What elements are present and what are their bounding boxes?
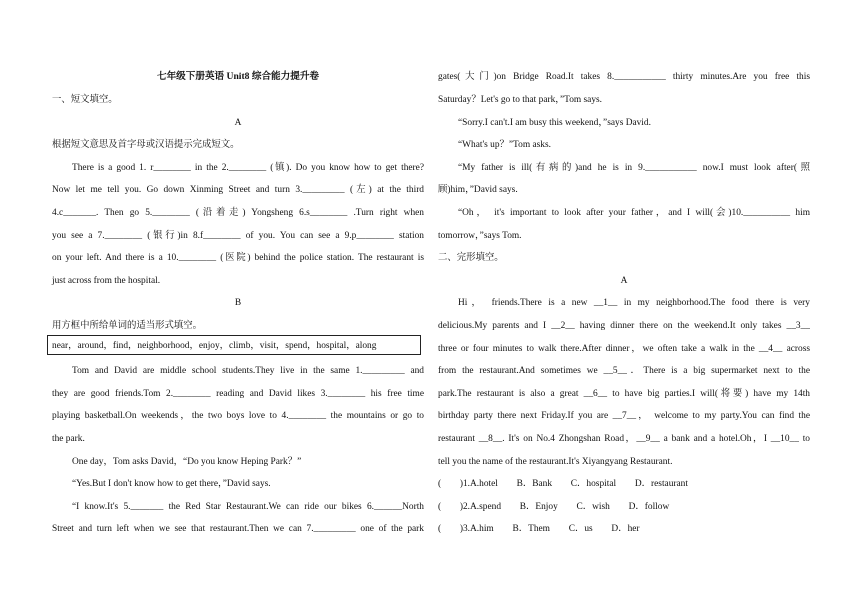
passage-line: 4.c_______. Then go 5.________ (沿着走) Yongsheng 6.s________ .Turn right when: [52, 208, 424, 218]
passage-line: One day，Tom asks David，“Do you know Heping Park？”: [72, 457, 302, 467]
passage-line: “What's up？”Tom asks.: [458, 140, 551, 150]
passage-line: three or four minutes to walk there.After dinner，we often take a walk in the __4__ across: [438, 344, 810, 354]
passage-line: tomorrow，”says Tom.: [438, 231, 522, 241]
passage-line: delicious.My parents and I __2__ having dinner there on the weekend.It only takes __3__: [438, 321, 810, 331]
passage-line: from the restaurant.And sometimes we __5__．There is a big supermarket next to the: [438, 366, 810, 376]
passage-line: just across from the hospital.: [52, 276, 161, 286]
section-heading: 二、完形填空。: [438, 253, 504, 263]
passage-line: Tom and David are middle school students.They live in the same 1._________ and: [72, 366, 424, 376]
passage-line: they are good friends.Tom 2.________ reading and David likes 3.________ his free time: [52, 389, 424, 399]
passage-line: “Yes.But I don't know how to get there，”David says.: [72, 479, 271, 489]
part-label: A: [620, 276, 628, 286]
word-box: [47, 335, 421, 355]
part-label: A: [234, 118, 242, 128]
passage-line: gates(大门)on Bridge Road.It takes 8.___________ thirty minutes.Are you free this: [438, 72, 810, 82]
part-label: B: [234, 298, 242, 308]
passage-line: on your left. And there is a 10.________ (医院) behind the police station. The restaurant is: [52, 253, 424, 263]
passage-line: “My father is ill(有病的)and he is in 9.___________ now.I must look after(照: [458, 163, 810, 173]
passage-line: playing basketball.On weekends，the two boys love to 4.________ the mountains or go to: [52, 411, 424, 421]
question-item: ( )2.A.spend B．Enjoy C．wish D．follow: [438, 502, 670, 512]
instruction: 根据短文意思及首字母或汉语提示完成短文。: [52, 140, 240, 150]
passage-line: Hi， friends.There is a new __1__ in my neighborhood.The food there is very: [458, 298, 810, 308]
passage-line: park.The restaurant is also a great __6__ to have big parties.I will(将要) have my 14th: [438, 389, 810, 399]
passage-line: Street and turn left when we see that restaurant.Then we can 7._________ one of the park: [52, 524, 424, 534]
passage-line: tell you the name of the restaurant.It's Xiyangyang Restaurant.: [438, 457, 673, 467]
question-item: ( )3.A.him B．Them C．us D．her: [438, 524, 640, 534]
passage-line: “I know.It's 5._______ the Red Star Restaurant.We can ride our bikes 6.______North: [72, 502, 424, 512]
passage-line: 顾)him，”David says.: [438, 185, 518, 195]
passage-line: Now let me tell you. Go down Xinming Street and turn 3._________ (左) at the third: [52, 185, 424, 195]
section-heading: 一、短文填空。: [52, 95, 118, 105]
passage-line: the park.: [52, 434, 85, 444]
passage-line: “Sorry.I can't.I am busy this weekend，”says David.: [458, 118, 651, 128]
word-box-text: near，around，find，neighborhood，enjoy，climb，visit，spend，hospital，along: [52, 341, 377, 351]
passage-line: birthday party there next Friday.If you are __7__， welcome to my party.You can find the: [438, 411, 810, 421]
passage-line: Saturday？Let's go to that park，”Tom says.: [438, 95, 603, 105]
page-title: 七年级下册英语 Unit8 综合能力提升卷: [156, 71, 320, 82]
passage-line: “Oh， it's important to look after your father，and I will(会)10.__________ him: [458, 208, 810, 218]
instruction: 用方框中所给单词的适当形式填空。: [52, 321, 203, 331]
passage-line: There is a good 1. r________ in the 2.________ (镇). Do you know how to get there?: [72, 163, 424, 173]
question-item: ( )1.A.hotel B．Bank C．hospital D．restaurant: [438, 479, 688, 489]
passage-line: you see a 7.________ (银行)in 8.f________ of you. You can see a 9.p________ station: [52, 231, 424, 241]
passage-line: restaurant __8__. It's on No.4 Zhongshan Road，__9__ a bank and a hotel.Oh，I __10__ to: [438, 434, 810, 444]
